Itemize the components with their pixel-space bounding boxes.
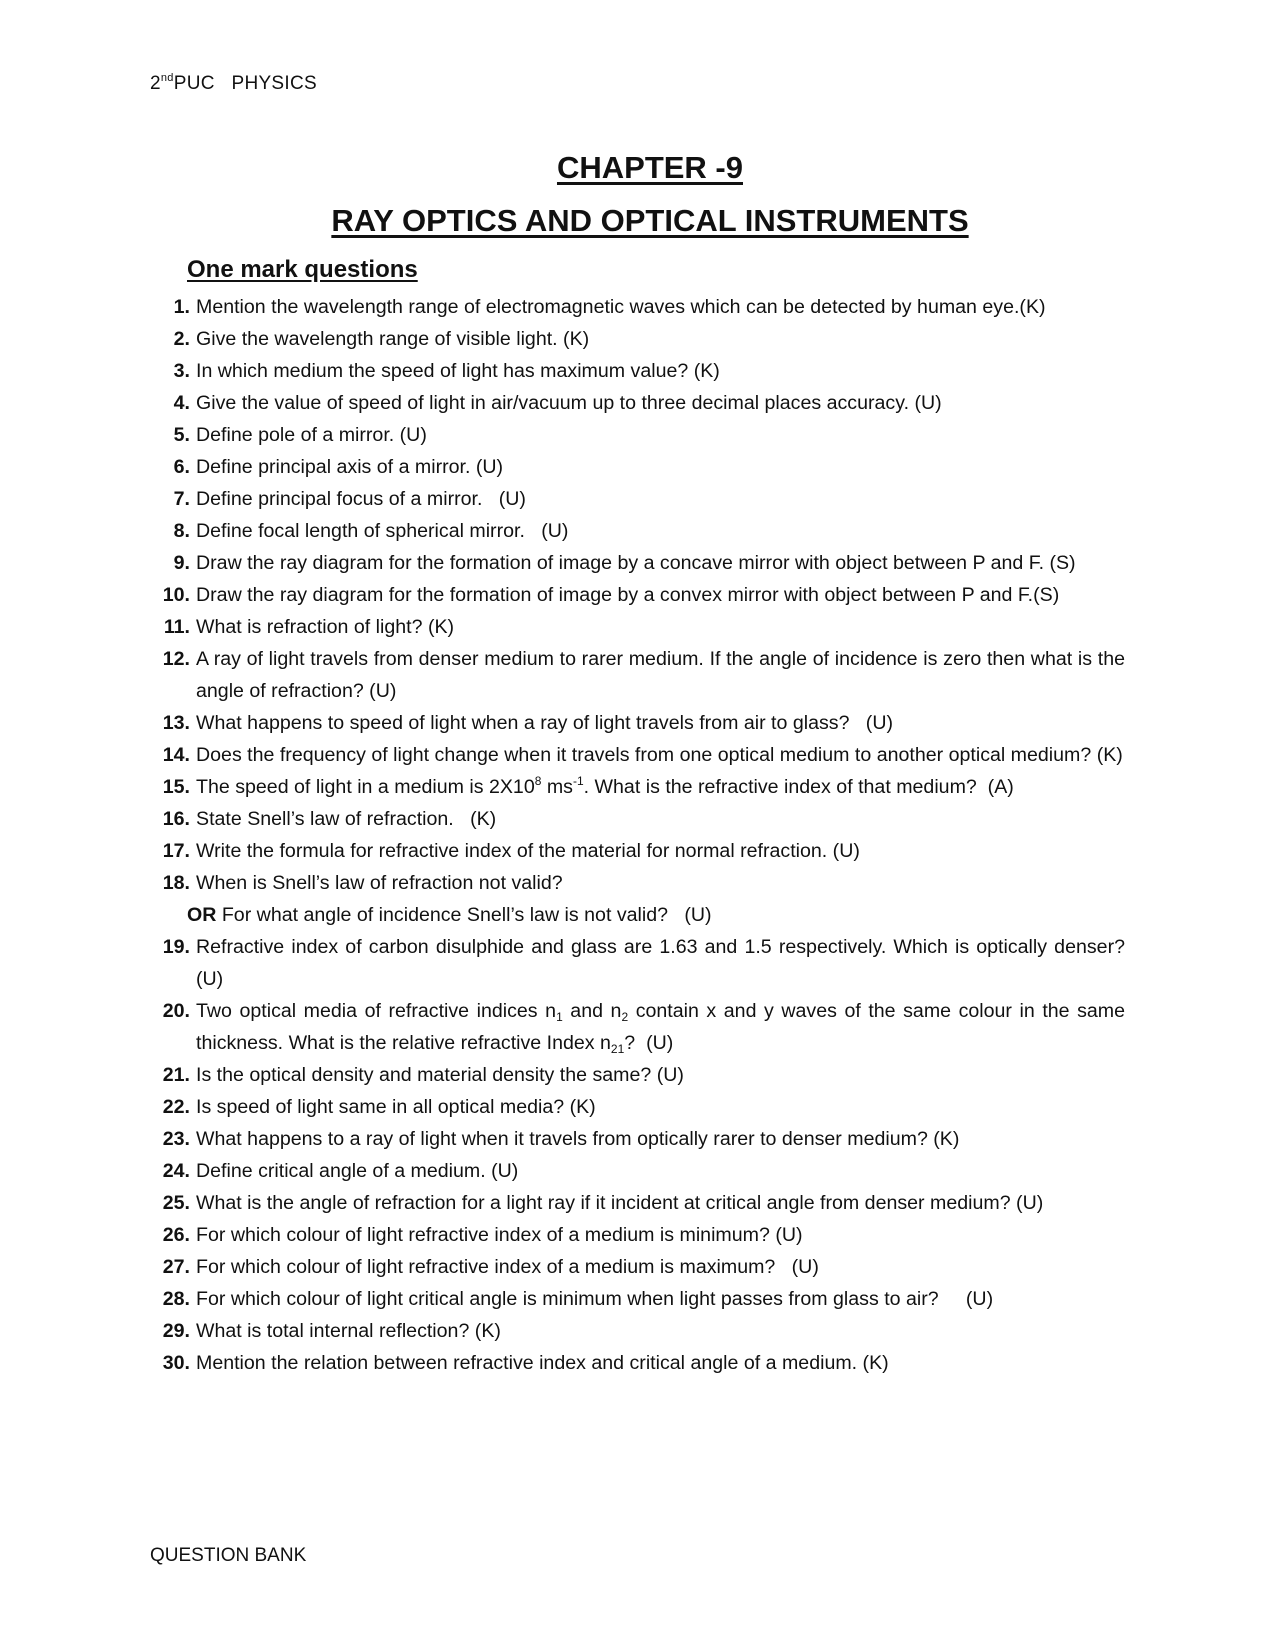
question-item [150,1283,1125,1315]
question-item [150,771,1125,803]
question-list [150,291,1125,1379]
question-item [150,1347,1125,1379]
question-item [150,803,1125,835]
question-text: Give the wavelength range of visible light. (K) [196,328,590,350]
question-text: The speed of light in a medium is $2X10^8$ $ms^{-1}$. What is the refractive index of that medium? (A) [196,774,1014,798]
question-item [150,931,1125,995]
question-item [150,995,1125,1059]
question-text: Write the formula for refractive index of the material for normal refraction. (U) [196,840,860,862]
question-item [150,547,1125,579]
question-item [150,579,1125,611]
question-text: A ray of light travels from denser medium to rarer medium. If the angle of incidence is zero then what is the angle of refraction? (U) [196,648,1125,702]
question-number: 1. [173,296,190,318]
question-item [150,1155,1125,1187]
page-header [150,72,317,95]
question-item [150,355,1125,387]
question-item [150,419,1125,451]
question-number: 11. [163,616,190,638]
question-number: 2. [173,328,190,350]
question-number: 5. [173,424,190,446]
question-number: 30. [162,1352,190,1374]
header-ordinal-suffix: nd [160,72,174,84]
question-item [150,515,1125,547]
question-number: 24. [162,1160,190,1182]
question-text: Two optical media of refractive indices $n_1$ and $n_2$ contain x and y waves of the same colour in the same thickness. What is the relative refractive Index $n_{21}$? (U) [196,1000,1126,1056]
header-class-number: 2 [150,73,161,94]
question-number: 23. [162,1128,190,1150]
question-number: 3. [173,360,190,382]
question-text: Does the frequency of light change when it travels from one optical medium to another optical medium? (K) [196,744,1123,766]
question-number: 13. [162,712,190,734]
question-number: 14. [162,744,190,766]
question-item [150,451,1125,483]
question-text: Define principal axis of a mirror. (U) [196,456,504,478]
question-text: Refractive index of carbon disulphide and glass are 1.63 and 1.5 respectively. Which is optically denser? (U) [196,936,1125,990]
question-item [150,707,1125,739]
question-item [150,1219,1125,1251]
question-number: 17. [162,840,190,862]
question-number: 15. [162,776,190,798]
question-text: Is speed of light same in all optical media? (K) [196,1096,596,1118]
question-item [150,835,1125,867]
question-text: Give the value of speed of light in air/vacuum up to three decimal places accuracy. (U) [196,392,942,414]
question-item [150,291,1125,323]
question-alternative [150,899,1125,931]
question-number: 22. [162,1096,190,1118]
question-item [150,1251,1125,1283]
question-item [150,611,1125,643]
question-number: 19. [162,936,190,958]
question-text: What is total internal reflection? (K) [196,1320,501,1342]
question-number: 8. [173,520,190,542]
question-item [150,1091,1125,1123]
question-text: For which colour of light critical angle is minimum when light passes from glass to air? (U) [196,1288,994,1310]
question-number: 29. [162,1320,190,1342]
question-text: When is Snell’s law of refraction not valid? [196,872,563,894]
question-text: Draw the ray diagram for the formation of image by a concave mirror with object between P and F. (S) [196,552,1076,574]
question-number: 27. [162,1256,190,1278]
question-item [150,867,1125,899]
question-text: What is refraction of light? (K) [196,616,455,638]
question-number: 16. [162,808,190,830]
question-item [150,387,1125,419]
question-text: In which medium the speed of light has maximum value? (K) [196,360,720,382]
question-number: 4. [173,392,190,414]
question-item [150,323,1125,355]
question-number: 12. [162,648,190,670]
chapter-title: RAY OPTICS AND OPTICAL INSTRUMENTS [331,203,969,238]
question-item [150,1187,1125,1219]
question-text: What happens to speed of light when a ray of light travels from air to glass? (U) [196,712,894,734]
or-label: OR [187,904,217,926]
question-item [150,739,1125,771]
question-number: 9. [173,552,190,574]
question-text: State Snell’s law of refraction. (K) [196,808,497,830]
page-footer: QUESTION BANK [150,1545,307,1566]
question-item [150,1123,1125,1155]
question-text: Define pole of a mirror. (U) [196,424,427,446]
question-item [150,643,1125,707]
question-item [150,1315,1125,1347]
question-number: 10. [162,584,190,606]
question-text: Mention the wavelength range of electromagnetic waves which can be detected by human eye.(K) [196,296,1046,318]
question-item [150,1059,1125,1091]
question-number: 21. [162,1064,190,1086]
header-subject: PUC PHYSICS [173,73,317,94]
question-number: 18. [162,872,190,894]
question-text: Define principal focus of a mirror. (U) [196,488,526,510]
question-number: 20. [162,1000,190,1022]
question-number: 25. [162,1192,190,1214]
section-heading: One mark questions [187,256,418,283]
question-number: 26. [162,1224,190,1246]
question-text: Draw the ray diagram for the formation of image by a convex mirror with object between P and F.(S) [196,584,1060,606]
question-item [150,483,1125,515]
question-text: Mention the relation between refractive index and critical angle of a medium. (K) [196,1352,889,1374]
question-text: For which colour of light refractive index of a medium is maximum? (U) [196,1256,819,1278]
question-text: What happens to a ray of light when it travels from optically rarer to denser medium? (K) [196,1128,960,1150]
question-number: 7. [173,488,190,510]
chapter-heading: CHAPTER -9 [556,150,743,185]
question-text: Is the optical density and material density the same? (U) [196,1064,684,1086]
alternative-text: For what angle of incidence Snell’s law is not valid? (U) [216,904,712,926]
question-number: 6. [173,456,190,478]
question-number: 28. [162,1288,190,1310]
question-text: For which colour of light refractive index of a medium is minimum? (U) [196,1224,803,1246]
question-text: What is the angle of refraction for a light ray if it incident at critical angle from denser medium? (U) [196,1192,1044,1214]
question-text: Define critical angle of a medium. (U) [196,1160,519,1182]
question-text: Define focal length of spherical mirror. (U) [196,520,569,542]
